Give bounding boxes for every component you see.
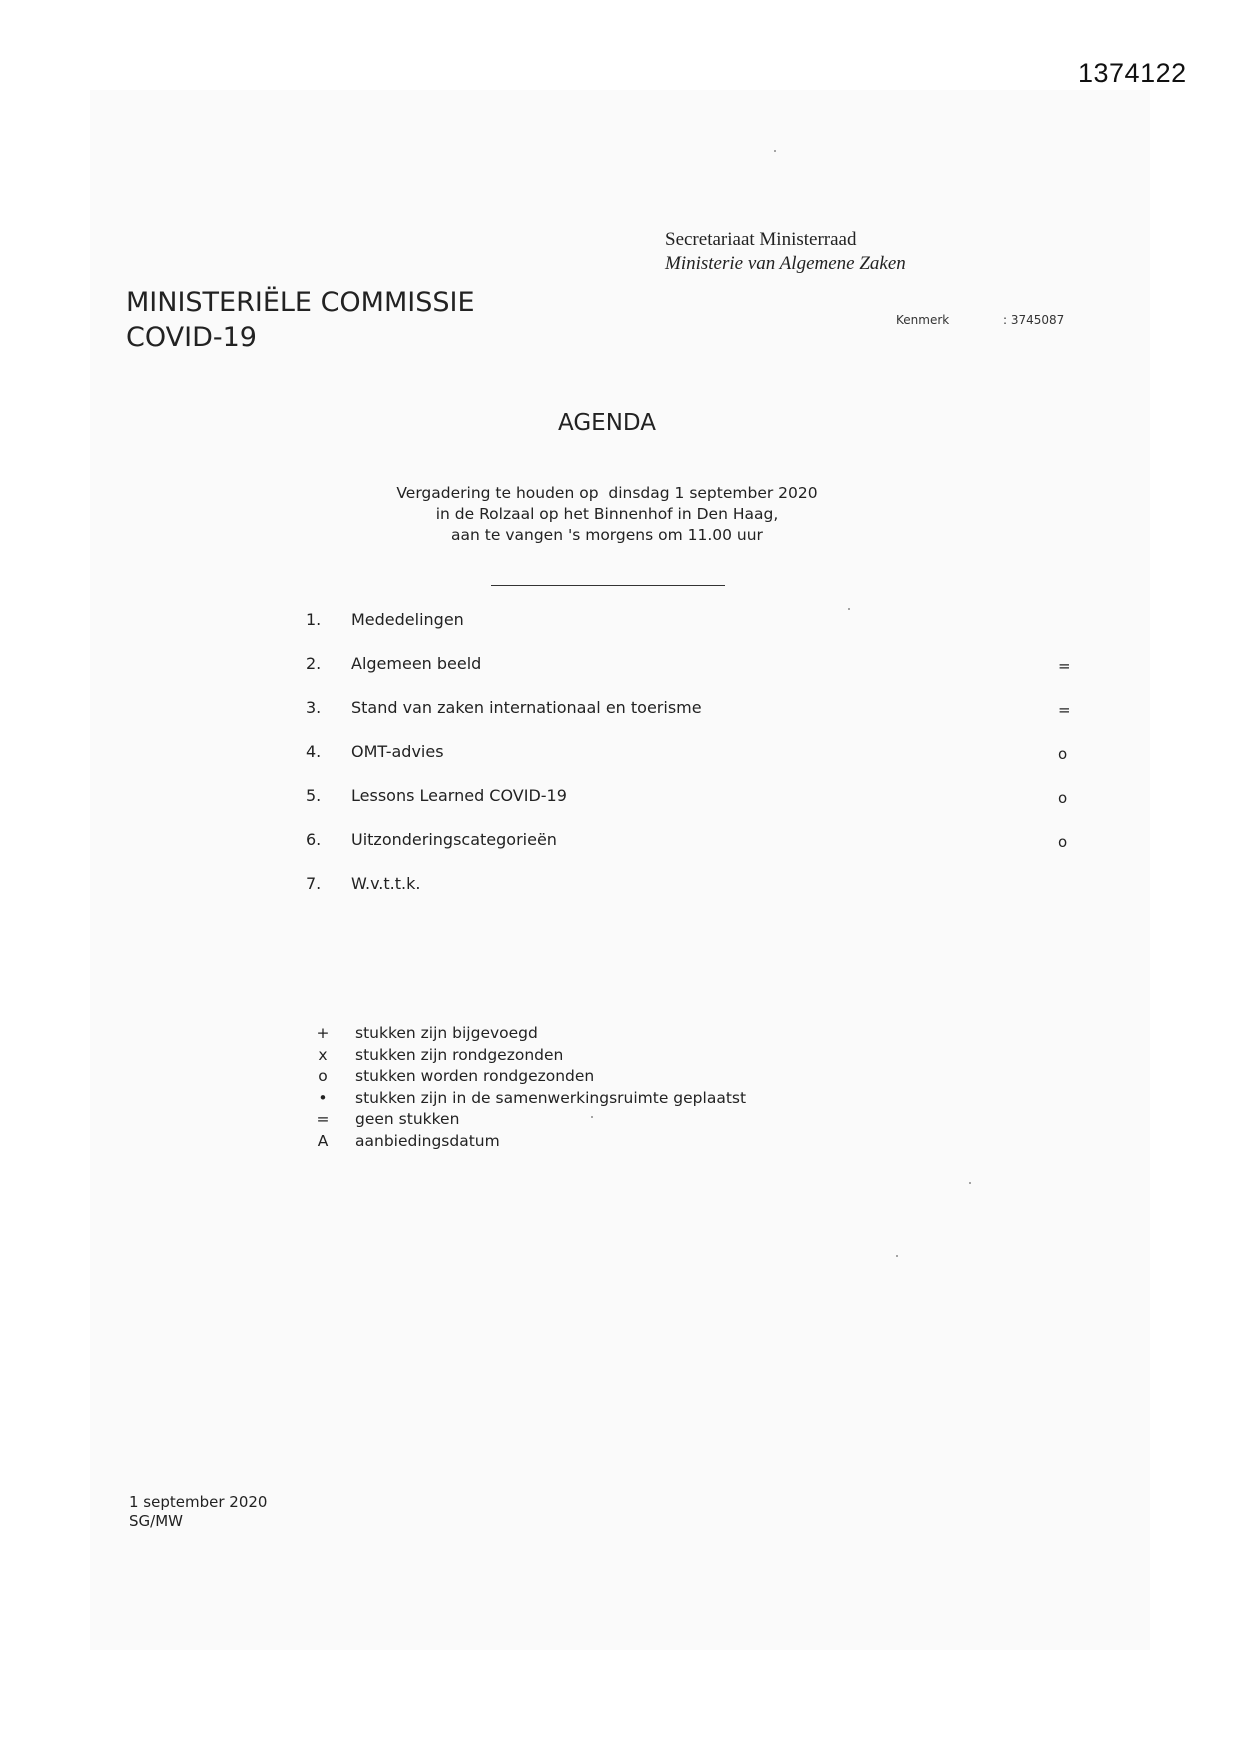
meeting-info-line1: Vergadering te houden op dinsdag 1 september 2020 xyxy=(396,484,818,502)
committee-title xyxy=(126,285,475,355)
scan-speck xyxy=(896,1255,898,1257)
agenda-item-number: 7. xyxy=(306,874,322,893)
agenda-item-mark: = xyxy=(1058,657,1071,675)
agenda-item xyxy=(300,786,1080,830)
meeting-info xyxy=(0,483,1214,546)
agenda-item xyxy=(300,654,1080,698)
committee-title-line1: MINISTERIËLE COMMISSIE xyxy=(126,287,475,318)
ministry-name: Ministerie van Algemene Zaken xyxy=(665,253,906,274)
legend-symbol: • xyxy=(318,1088,328,1107)
legend-symbol: = xyxy=(316,1110,330,1128)
footer-initials: SG/MW xyxy=(129,1512,183,1530)
meeting-info-line2: in de Rolzaal op het Binnenhof in Den Haag, xyxy=(435,505,779,523)
scan-speck xyxy=(848,608,850,610)
agenda-item-label: Algemeen beeld xyxy=(351,654,482,673)
agenda-item-label: Stand van zaken internationaal en toerisme xyxy=(351,698,702,717)
organization-header xyxy=(665,228,906,276)
legend-symbol: x xyxy=(318,1045,328,1064)
scan-speck xyxy=(969,1182,971,1184)
reference-value: : 3745087 xyxy=(1003,313,1065,327)
legend-text: aanbiedingsdatum xyxy=(355,1131,500,1150)
agenda-item-number: 6. xyxy=(306,830,322,849)
legend-symbol: + xyxy=(316,1024,330,1042)
separator-line xyxy=(491,585,725,586)
agenda-item-label: Uitzonderingscategorieën xyxy=(351,830,557,849)
agenda-item xyxy=(300,830,1080,874)
footer-date: 1 september 2020 xyxy=(129,1493,268,1511)
agenda-item-label: Mededelingen xyxy=(351,610,464,629)
scan-speck xyxy=(591,1116,593,1118)
document-number: 1374122 xyxy=(1078,58,1187,88)
agenda-item-mark: o xyxy=(1058,745,1068,763)
meeting-info-line3: aan te vangen 's morgens om 11.00 uur xyxy=(451,526,763,544)
agenda-item xyxy=(300,742,1080,786)
agenda-item-mark: o xyxy=(1058,789,1068,807)
legend-symbol: A xyxy=(317,1131,329,1150)
agenda-item-label: Lessons Learned COVID-19 xyxy=(351,786,567,805)
agenda-title: AGENDA xyxy=(558,410,656,436)
scan-speck xyxy=(774,150,776,152)
legend-symbol: o xyxy=(318,1067,328,1085)
committee-title-line2: COVID-19 xyxy=(126,322,257,353)
agenda-item-number: 1. xyxy=(306,610,322,629)
agenda-list xyxy=(300,610,1080,918)
legend-text: geen stukken xyxy=(355,1110,460,1128)
organization-name: Secretariaat Ministerraad xyxy=(665,229,857,250)
agenda-item-number: 4. xyxy=(306,742,322,761)
legend-text: stukken zijn bijgevoegd xyxy=(355,1024,538,1042)
footer xyxy=(129,1493,267,1531)
legend-text: stukken zijn in de samenwerkingsruimte geplaatst xyxy=(355,1088,747,1107)
agenda-item-label: W.v.t.t.k. xyxy=(351,874,421,893)
agenda-item-label: OMT-advies xyxy=(351,742,444,761)
agenda-item-mark: = xyxy=(1058,701,1071,719)
reference-label: Kenmerk xyxy=(896,313,950,327)
legend-text: stukken zijn rondgezonden xyxy=(355,1045,564,1064)
agenda-item-number: 5. xyxy=(306,786,322,805)
agenda-item-number: 2. xyxy=(306,654,322,673)
agenda-item xyxy=(300,610,1080,654)
agenda-item-mark: o xyxy=(1058,833,1068,851)
agenda-item xyxy=(300,698,1080,742)
legend-text: stukken worden rondgezonden xyxy=(355,1067,595,1085)
agenda-item xyxy=(300,874,1080,918)
agenda-item-number: 3. xyxy=(306,698,322,717)
